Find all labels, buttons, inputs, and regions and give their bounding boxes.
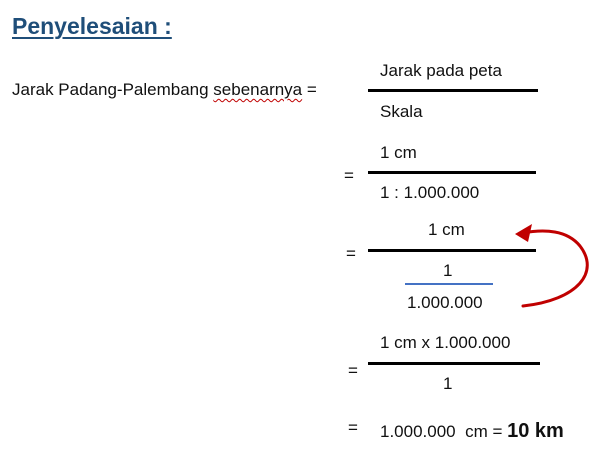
step1-denominator: Skala xyxy=(380,102,423,121)
lhs-equals: = xyxy=(302,80,317,99)
step5-expression xyxy=(380,420,564,443)
step2-equals: = xyxy=(344,166,354,185)
step2-numerator: 1 cm xyxy=(380,143,417,162)
lhs-prefix: Jarak Padang-Palembang xyxy=(12,80,214,99)
page-title: Penyelesaian : xyxy=(12,13,172,39)
step5-equals: = xyxy=(348,418,358,437)
step4-equals: = xyxy=(348,361,358,380)
step4-denominator: 1 xyxy=(443,374,453,393)
step3-inner-numerator: 1 xyxy=(443,261,453,280)
step4-numerator: 1 cm x 1.000.000 xyxy=(380,333,511,352)
step5-value: 1.000.000 cm = xyxy=(380,422,503,441)
step2-denominator: 1 : 1.000.000 xyxy=(380,183,480,202)
step4-fraction-bar xyxy=(368,362,540,365)
step5-result: 10 km xyxy=(507,420,564,442)
lhs-squiggled-word: sebenarnya xyxy=(213,80,303,99)
step1-numerator: Jarak pada peta xyxy=(380,61,502,80)
step3-numerator: 1 cm xyxy=(428,220,465,239)
step3-equals: = xyxy=(346,244,356,263)
step3-inner-denominator: 1.000.000 xyxy=(407,293,483,312)
